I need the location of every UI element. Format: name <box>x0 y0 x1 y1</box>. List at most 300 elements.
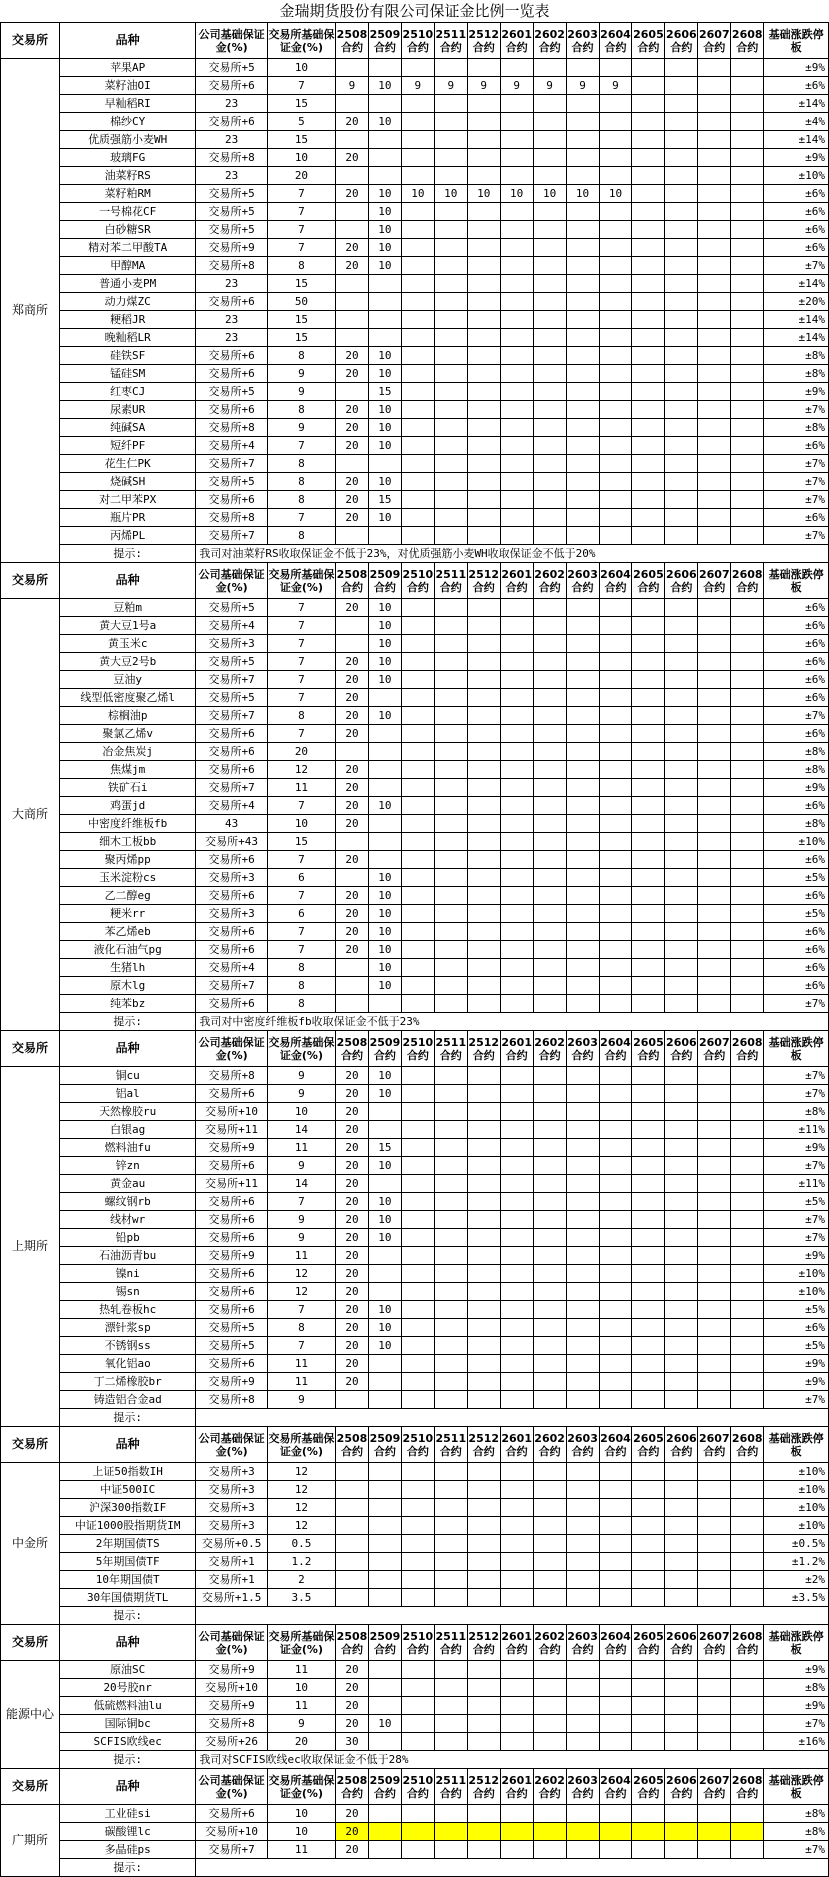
month-margin <box>533 455 566 473</box>
variety-name: 豆粕m <box>60 599 196 617</box>
month-margin <box>632 1319 665 1337</box>
month-margin <box>599 1391 632 1409</box>
table-row <box>1 797 829 815</box>
month-margin <box>434 1841 467 1859</box>
month-margin <box>467 221 500 239</box>
month-margin <box>665 815 698 833</box>
month-margin <box>599 473 632 491</box>
month-margin <box>731 1319 764 1337</box>
price-limit: ±9% <box>764 59 829 77</box>
month-margin <box>632 869 665 887</box>
exchange-margin: 9 <box>267 1391 335 1409</box>
exchange-margin: 7 <box>267 1337 335 1355</box>
variety-name: 豆油y <box>60 671 196 689</box>
header-month: 2602合约 <box>533 1769 566 1805</box>
month-margin <box>599 599 632 617</box>
month-margin <box>665 275 698 293</box>
month-margin <box>533 1553 566 1571</box>
month-margin <box>401 1301 434 1319</box>
month-margin <box>731 1373 764 1391</box>
month-margin <box>336 167 369 185</box>
header-month: 2605合约 <box>632 563 665 599</box>
exchange-margin: 7 <box>267 635 335 653</box>
month-margin: 10 <box>401 185 434 203</box>
variety-name: 冶金焦炭j <box>60 743 196 761</box>
month-margin <box>500 329 533 347</box>
month-margin: 20 <box>336 1103 369 1121</box>
header-month: 2607合约 <box>698 563 731 599</box>
variety-name: 锡sn <box>60 1283 196 1301</box>
month-margin <box>665 1157 698 1175</box>
variety-name: 黄大豆2号b <box>60 653 196 671</box>
month-margin <box>698 941 731 959</box>
month-margin <box>467 1373 500 1391</box>
month-margin: 10 <box>368 635 401 653</box>
month-margin <box>336 221 369 239</box>
table-row <box>1 1517 829 1535</box>
variety-name: 镍ni <box>60 1265 196 1283</box>
table-row <box>1 1697 829 1715</box>
company-margin: 交易所+6 <box>196 1229 268 1247</box>
month-margin <box>632 725 665 743</box>
price-limit: ±8% <box>764 1103 829 1121</box>
exchange-margin: 10 <box>267 1103 335 1121</box>
header-month: 2508合约 <box>336 563 369 599</box>
month-margin <box>533 1157 566 1175</box>
month-margin <box>599 491 632 509</box>
month-margin <box>599 167 632 185</box>
table-row <box>1 275 829 293</box>
month-margin: 20 <box>336 761 369 779</box>
month-margin <box>566 1517 599 1535</box>
month-margin: 9 <box>566 77 599 95</box>
month-margin <box>500 1517 533 1535</box>
variety-name: 碳酸锂lc <box>60 1823 196 1841</box>
month-margin <box>665 1553 698 1571</box>
table-row <box>1 941 829 959</box>
month-margin <box>434 1067 467 1085</box>
price-limit: ±10% <box>764 833 829 851</box>
exchange-margin: 7 <box>267 725 335 743</box>
month-margin <box>500 1553 533 1571</box>
header-company-margin: 公司基础保证金(%) <box>196 23 268 59</box>
header-month: 2605合约 <box>632 1625 665 1661</box>
month-margin <box>632 1337 665 1355</box>
month-margin <box>698 59 731 77</box>
header-row <box>1 1031 829 1067</box>
variety-name: 石油沥青bu <box>60 1247 196 1265</box>
exchange-margin: 10 <box>267 149 335 167</box>
table-row <box>1 167 829 185</box>
header-month: 2601合约 <box>500 563 533 599</box>
exchange-margin: 6 <box>267 869 335 887</box>
month-margin <box>698 1697 731 1715</box>
month-margin <box>731 77 764 95</box>
company-margin: 交易所+6 <box>196 761 268 779</box>
month-margin <box>500 473 533 491</box>
month-margin <box>632 1535 665 1553</box>
month-margin <box>533 527 566 545</box>
month-margin <box>632 977 665 995</box>
month-margin <box>467 131 500 149</box>
exchange-margin: 12 <box>267 761 335 779</box>
month-margin <box>665 311 698 329</box>
month-margin <box>434 1175 467 1193</box>
month-margin <box>401 149 434 167</box>
month-margin <box>566 1247 599 1265</box>
exchange-margin: 11 <box>267 1661 335 1679</box>
month-margin: 10 <box>368 113 401 131</box>
month-margin <box>632 185 665 203</box>
month-margin <box>467 59 500 77</box>
month-margin: 10 <box>368 437 401 455</box>
month-margin <box>698 185 731 203</box>
month-margin <box>336 635 369 653</box>
month-margin <box>500 1319 533 1337</box>
variety-name: 中证1000股指期货IM <box>60 1517 196 1535</box>
month-margin <box>665 1175 698 1193</box>
month-margin <box>731 1481 764 1499</box>
month-margin <box>434 761 467 779</box>
month-margin <box>467 1139 500 1157</box>
header-month: 2608合约 <box>731 1427 764 1463</box>
month-margin <box>533 365 566 383</box>
variety-name: 30年国债期货TL <box>60 1589 196 1607</box>
month-margin <box>401 1265 434 1283</box>
month-margin <box>665 959 698 977</box>
month-margin <box>500 1571 533 1589</box>
variety-name: 多晶硅ps <box>60 1841 196 1859</box>
variety-name: 优质强筋小麦WH <box>60 131 196 149</box>
month-margin <box>599 239 632 257</box>
month-margin <box>698 833 731 851</box>
company-margin: 交易所+4 <box>196 959 268 977</box>
company-margin: 交易所+6 <box>196 1085 268 1103</box>
month-margin <box>731 1265 764 1283</box>
month-margin <box>401 131 434 149</box>
company-margin: 交易所+7 <box>196 455 268 473</box>
exchange-margin: 9 <box>267 365 335 383</box>
exchange-margin: 7 <box>267 887 335 905</box>
header-exchange: 交易所 <box>1 1769 60 1805</box>
price-limit: ±10% <box>764 1499 829 1517</box>
exchange-margin: 8 <box>267 977 335 995</box>
month-margin <box>731 1463 764 1481</box>
month-margin <box>368 743 401 761</box>
month-margin <box>665 635 698 653</box>
month-margin <box>632 1103 665 1121</box>
month-margin <box>467 1661 500 1679</box>
price-limit: ±7% <box>764 491 829 509</box>
month-margin <box>566 59 599 77</box>
variety-name: 白银ag <box>60 1121 196 1139</box>
month-margin: 20 <box>336 491 369 509</box>
month-margin <box>566 851 599 869</box>
month-margin <box>500 347 533 365</box>
month-margin: 20 <box>336 365 369 383</box>
month-margin: 9 <box>401 77 434 95</box>
month-margin <box>698 167 731 185</box>
month-margin <box>467 149 500 167</box>
company-margin: 交易所+10 <box>196 1679 268 1697</box>
month-margin: 20 <box>336 905 369 923</box>
month-margin <box>467 1463 500 1481</box>
month-margin <box>731 1661 764 1679</box>
company-margin: 交易所+5 <box>196 59 268 77</box>
month-margin: 20 <box>336 149 369 167</box>
company-margin: 交易所+5 <box>196 203 268 221</box>
exchange-name: 中金所 <box>1 1463 60 1625</box>
price-limit: ±5% <box>764 1193 829 1211</box>
month-margin <box>566 95 599 113</box>
price-limit: ±6% <box>764 689 829 707</box>
month-margin <box>566 1319 599 1337</box>
month-margin <box>731 203 764 221</box>
company-margin: 交易所+5 <box>196 185 268 203</box>
month-margin <box>467 347 500 365</box>
header-exchange-margin: 交易所基础保证金(%) <box>267 1625 335 1661</box>
month-margin <box>698 1337 731 1355</box>
month-margin <box>599 1589 632 1607</box>
month-margin <box>599 1121 632 1139</box>
month-margin <box>599 1661 632 1679</box>
variety-name: 生猪lh <box>60 959 196 977</box>
month-margin <box>599 1139 632 1157</box>
month-margin: 15 <box>368 383 401 401</box>
table-row <box>1 869 829 887</box>
month-margin <box>533 1373 566 1391</box>
month-margin <box>698 923 731 941</box>
table-row <box>1 1463 829 1481</box>
price-limit: ±11% <box>764 1121 829 1139</box>
variety-name: 玉米淀粉cs <box>60 869 196 887</box>
month-margin <box>566 293 599 311</box>
month-margin <box>731 509 764 527</box>
month-margin <box>566 1661 599 1679</box>
month-margin <box>599 977 632 995</box>
month-margin: 20 <box>336 1715 369 1733</box>
month-margin <box>632 401 665 419</box>
month-margin <box>434 815 467 833</box>
header-month: 2511合约 <box>434 1427 467 1463</box>
month-margin <box>336 275 369 293</box>
month-margin <box>500 167 533 185</box>
month-margin <box>336 617 369 635</box>
month-margin <box>632 1139 665 1157</box>
month-margin <box>401 941 434 959</box>
company-margin: 交易所+4 <box>196 437 268 455</box>
month-margin <box>401 1211 434 1229</box>
company-margin: 交易所+6 <box>196 743 268 761</box>
month-margin <box>566 599 599 617</box>
month-margin <box>467 1283 500 1301</box>
header-month: 2607合约 <box>698 1625 731 1661</box>
company-margin: 交易所+6 <box>196 887 268 905</box>
month-margin <box>368 1805 401 1823</box>
exchange-margin: 8 <box>267 959 335 977</box>
month-margin <box>599 1175 632 1193</box>
month-margin <box>566 383 599 401</box>
month-margin <box>566 1067 599 1085</box>
month-margin <box>566 1265 599 1283</box>
month-margin <box>632 221 665 239</box>
month-margin <box>401 905 434 923</box>
month-margin <box>368 1571 401 1589</box>
month-margin <box>467 1589 500 1607</box>
month-margin <box>533 1481 566 1499</box>
month-margin <box>401 815 434 833</box>
month-margin: 20 <box>336 1085 369 1103</box>
month-margin: 20 <box>336 1265 369 1283</box>
price-limit: ±7% <box>764 473 829 491</box>
table-row <box>1 635 829 653</box>
exchange-margin: 7 <box>267 1301 335 1319</box>
month-margin <box>434 653 467 671</box>
variety-name: 丁二烯橡胶br <box>60 1373 196 1391</box>
header-month: 2603合约 <box>566 1427 599 1463</box>
company-margin: 交易所+8 <box>196 1715 268 1733</box>
variety-name: 液化石油气pg <box>60 941 196 959</box>
price-limit: ±11% <box>764 1175 829 1193</box>
variety-name: 丙烯PL <box>60 527 196 545</box>
month-margin <box>368 779 401 797</box>
variety-name: 烧碱SH <box>60 473 196 491</box>
header-month: 2605合约 <box>632 23 665 59</box>
month-margin <box>533 1337 566 1355</box>
company-margin: 交易所+8 <box>196 509 268 527</box>
month-margin <box>434 1085 467 1103</box>
month-margin <box>401 1319 434 1337</box>
month-margin: 10 <box>368 1157 401 1175</box>
month-margin <box>665 347 698 365</box>
company-margin: 交易所+5 <box>196 383 268 401</box>
exchange-margin: 11 <box>267 1355 335 1373</box>
price-limit: ±6% <box>764 221 829 239</box>
company-margin: 交易所+8 <box>196 257 268 275</box>
month-margin <box>665 779 698 797</box>
table-row <box>1 1139 829 1157</box>
variety-name: 棉纱CY <box>60 113 196 131</box>
month-margin <box>500 203 533 221</box>
month-margin <box>566 491 599 509</box>
month-margin <box>401 635 434 653</box>
month-margin <box>665 1355 698 1373</box>
month-margin <box>467 437 500 455</box>
month-margin <box>698 1175 731 1193</box>
month-margin <box>467 1157 500 1175</box>
month-margin: 20 <box>336 1121 369 1139</box>
exchange-margin: 9 <box>267 419 335 437</box>
month-margin <box>467 1085 500 1103</box>
month-margin <box>566 257 599 275</box>
month-margin: 20 <box>336 653 369 671</box>
month-margin <box>665 455 698 473</box>
month-margin <box>368 851 401 869</box>
month-margin <box>698 797 731 815</box>
company-margin: 交易所+11 <box>196 1121 268 1139</box>
table-row <box>1 833 829 851</box>
price-limit: ±9% <box>764 1355 829 1373</box>
header-variety: 品种 <box>60 563 196 599</box>
month-margin <box>467 1679 500 1697</box>
exchange-margin: 11 <box>267 1247 335 1265</box>
header-month: 2604合约 <box>599 1625 632 1661</box>
table-row <box>1 239 829 257</box>
table-row <box>1 1733 829 1751</box>
month-margin <box>401 1463 434 1481</box>
month-margin <box>467 509 500 527</box>
month-margin <box>665 401 698 419</box>
month-margin <box>599 887 632 905</box>
price-limit: ±6% <box>764 437 829 455</box>
exchange-margin: 15 <box>267 275 335 293</box>
table-row <box>1 1355 829 1373</box>
month-margin <box>467 743 500 761</box>
variety-name: 铅pb <box>60 1229 196 1247</box>
month-margin <box>467 527 500 545</box>
month-margin <box>698 221 731 239</box>
table-row <box>1 1337 829 1355</box>
header-month: 2605合约 <box>632 1769 665 1805</box>
month-margin <box>632 1067 665 1085</box>
month-margin: 20 <box>336 797 369 815</box>
month-margin <box>731 887 764 905</box>
month-margin <box>434 365 467 383</box>
month-margin: 20 <box>336 689 369 707</box>
month-margin <box>665 293 698 311</box>
month-margin <box>566 941 599 959</box>
header-limit: 基础涨跌停板 <box>764 1031 829 1067</box>
month-margin <box>665 1283 698 1301</box>
month-margin <box>401 1679 434 1697</box>
month-margin <box>731 1067 764 1085</box>
month-margin <box>467 329 500 347</box>
month-margin <box>336 59 369 77</box>
price-limit: ±7% <box>764 1085 829 1103</box>
price-limit: ±1.2% <box>764 1553 829 1571</box>
month-margin <box>500 725 533 743</box>
month-margin <box>566 1589 599 1607</box>
month-margin: 20 <box>336 1067 369 1085</box>
month-margin <box>731 1499 764 1517</box>
month-margin <box>665 491 698 509</box>
month-margin <box>632 1085 665 1103</box>
header-month: 2608合约 <box>731 1769 764 1805</box>
month-margin <box>632 617 665 635</box>
exchange-margin: 0.5 <box>267 1535 335 1553</box>
company-margin: 交易所+43 <box>196 833 268 851</box>
month-margin <box>533 617 566 635</box>
table-row <box>1 815 829 833</box>
month-margin <box>665 113 698 131</box>
month-margin: 10 <box>368 1301 401 1319</box>
header-month: 2509合约 <box>368 1427 401 1463</box>
company-margin: 交易所+6 <box>196 1805 268 1823</box>
company-margin: 交易所+5 <box>196 599 268 617</box>
month-margin <box>698 995 731 1013</box>
month-margin <box>665 149 698 167</box>
company-margin: 23 <box>196 311 268 329</box>
month-margin <box>401 59 434 77</box>
month-margin <box>599 1355 632 1373</box>
month-margin <box>368 1553 401 1571</box>
month-margin <box>665 1121 698 1139</box>
table-row <box>1 1085 829 1103</box>
month-margin <box>599 455 632 473</box>
month-margin <box>698 761 731 779</box>
month-margin <box>467 887 500 905</box>
month-margin <box>632 995 665 1013</box>
